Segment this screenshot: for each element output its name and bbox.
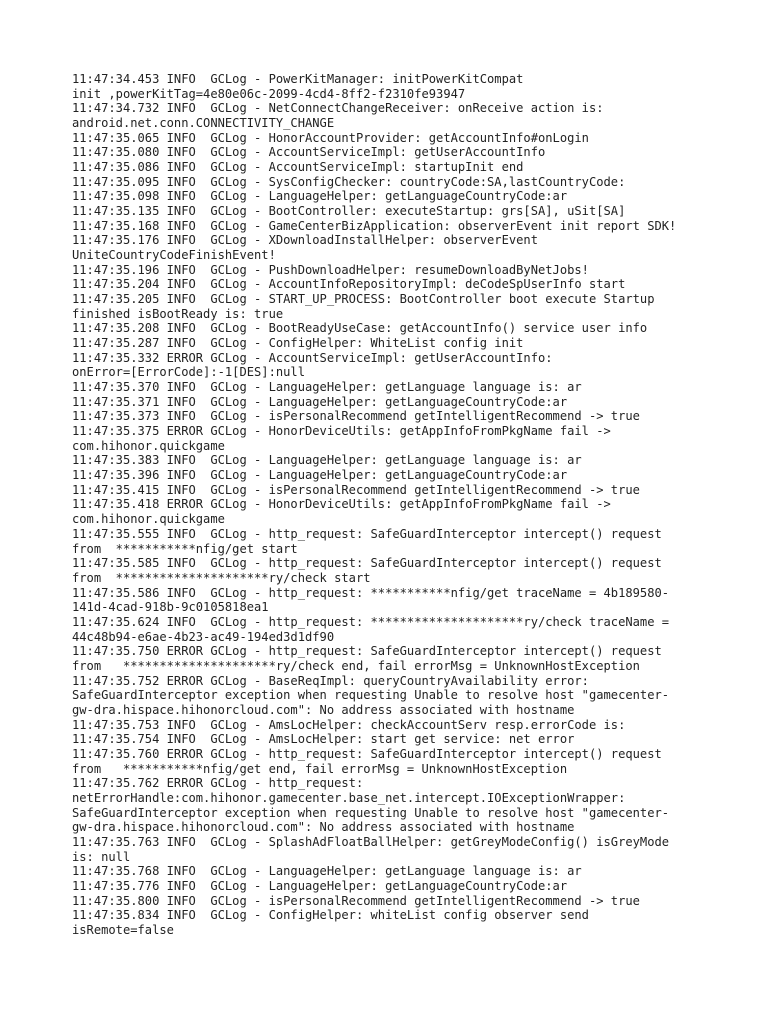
log-line: from *********************ry/check start: [72, 570, 371, 585]
log-line: isRemote=false: [72, 922, 174, 937]
log-line: 11:47:35.763 INFO GCLog - SplashAdFloatBallHelper: getGreyModeConfig() isGreyMode: [72, 834, 670, 849]
log-line: 11:47:35.095 INFO GCLog - SysConfigChecker: countryCode:SA,lastCountryCode:: [72, 174, 626, 189]
log-line: 11:47:35.762 ERROR GCLog - http_request:: [72, 776, 364, 791]
log-line: is: null: [72, 849, 131, 864]
log-line: gw-dra.hispace.hihonorcloud.com": No address associated with hostname: [72, 820, 575, 835]
log-line: 11:47:35.383 INFO GCLog - LanguageHelper: getLanguage language is: ar: [72, 453, 582, 468]
log-line: com.hihonor.quickgame: [72, 438, 225, 453]
log-line: 11:47:35.098 INFO GCLog - LanguageHelper: getLanguageCountryCode:ar: [72, 189, 568, 204]
log-line: 11:47:35.752 ERROR GCLog - BaseReqImpl: queryCountryAvailability error:: [72, 673, 589, 688]
log-line: 11:47:35.196 INFO GCLog - PushDownloadHelper: resumeDownloadByNetJobs!: [72, 262, 589, 277]
log-line: 11:47:35.375 ERROR GCLog - HonorDeviceUtils: getAppInfoFromPkgName fail ->: [72, 424, 611, 439]
log-line: 11:47:34.732 INFO GCLog - NetConnectChangeReceiver: onReceive action is:: [72, 101, 604, 116]
log-line: 11:47:35.586 INFO GCLog - http_request: ***********nfig/get traceName = 4b189580-: [72, 585, 670, 600]
log-line: 11:47:35.760 ERROR GCLog - http_request: SafeGuardInterceptor intercept() request: [72, 746, 662, 761]
log-line: 11:47:35.208 INFO GCLog - BootReadyUseCase: getAccountInfo() service user info: [72, 321, 648, 336]
log-line: 11:47:35.204 INFO GCLog - AccountInfoRepositoryImpl: deCodeSpUserInfo start: [72, 277, 626, 292]
log-line: com.hihonor.quickgame: [72, 512, 225, 527]
log-line: 44c48b94-e6ae-4b23-ac49-194ed3d1df90: [72, 629, 335, 644]
log-line: 11:47:35.065 INFO GCLog - HonorAccountProvider: getAccountInfo#onLogin: [72, 130, 589, 145]
log-line: init ,powerKitTag=4e80e06c-2099-4cd4-8ff2-f2310fe93947: [72, 86, 466, 101]
log-line: 11:47:35.624 INFO GCLog - http_request: *********************ry/check traceName =: [72, 614, 670, 629]
log-line: 11:47:35.371 INFO GCLog - LanguageHelper: getLanguageCountryCode:ar: [72, 394, 568, 409]
log-line: gw-dra.hispace.hihonorcloud.com": No address associated with hostname: [72, 702, 575, 717]
log-text-block: [72, 72, 702, 938]
log-line: 11:47:35.768 INFO GCLog - LanguageHelper: getLanguage language is: ar: [72, 864, 582, 879]
log-line: netErrorHandle:com.hihonor.gamecenter.base_net.intercept.IOExceptionWrapper:: [72, 790, 626, 805]
log-line: from *********************ry/check end, fail errorMsg = UnknownHostException: [72, 658, 640, 673]
log-line: SafeGuardInterceptor exception when requesting Unable to resolve host "gamecenter-: [72, 805, 670, 820]
log-line: android.net.conn.CONNECTIVITY_CHANGE: [72, 116, 335, 131]
log-line: 11:47:35.418 ERROR GCLog - HonorDeviceUtils: getAppInfoFromPkgName fail ->: [72, 497, 611, 512]
log-line: 11:47:35.370 INFO GCLog - LanguageHelper: getLanguage language is: ar: [72, 380, 582, 395]
log-line: 11:47:35.800 INFO GCLog - isPersonalRecommend getIntelligentRecommend -> true: [72, 893, 640, 908]
log-line: 11:47:35.585 INFO GCLog - http_request: SafeGuardInterceptor intercept() request: [72, 556, 662, 571]
log-line: 11:47:35.750 ERROR GCLog - http_request: SafeGuardInterceptor intercept() request: [72, 644, 662, 659]
log-line: 11:47:35.080 INFO GCLog - AccountServiceImpl: getUserAccountInfo: [72, 145, 546, 160]
log-line: 11:47:35.373 INFO GCLog - isPersonalRecommend getIntelligentRecommend -> true: [72, 409, 640, 424]
log-line: 11:47:35.205 INFO GCLog - START_UP_PROCESS: BootController boot execute Startup: [72, 292, 655, 307]
log-line: 11:47:35.176 INFO GCLog - XDownloadInstallHelper: observerEvent: [72, 233, 538, 248]
log-line: from ***********nfig/get end, fail errorMsg = UnknownHostException: [72, 761, 568, 776]
log-line: 11:47:35.753 INFO GCLog - AmsLocHelper: checkAccountServ resp.errorCode is:: [72, 717, 626, 732]
log-line: 11:47:35.834 INFO GCLog - ConfigHelper: whiteList config observer send: [72, 908, 589, 923]
log-line: 11:47:35.396 INFO GCLog - LanguageHelper: getLanguageCountryCode:ar: [72, 468, 568, 483]
log-line: onError=[ErrorCode]:-1[DES]:null: [72, 365, 305, 380]
log-line: 11:47:35.555 INFO GCLog - http_request: SafeGuardInterceptor intercept() request: [72, 526, 662, 541]
log-line: 11:47:35.287 INFO GCLog - ConfigHelper: WhiteList config init: [72, 336, 524, 351]
log-line: 11:47:34.453 INFO GCLog - PowerKitManager: initPowerKitCompat: [72, 72, 524, 86]
log-line: finished isBootReady is: true: [72, 306, 284, 321]
log-line: 11:47:35.086 INFO GCLog - AccountServiceImpl: startupInit end: [72, 160, 524, 175]
log-line: UniteCountryCodeFinishEvent!: [72, 248, 276, 263]
log-line: from ***********nfig/get start: [72, 541, 298, 556]
log-line: 11:47:35.415 INFO GCLog - isPersonalRecommend getIntelligentRecommend -> true: [72, 482, 640, 497]
log-line: 11:47:35.332 ERROR GCLog - AccountServiceImpl: getUserAccountInfo:: [72, 350, 553, 365]
log-line: 11:47:35.754 INFO GCLog - AmsLocHelper: start get service: net error: [72, 732, 575, 747]
log-line: 11:47:35.135 INFO GCLog - BootController: executeStartup: grs[SA], uSit[SA]: [72, 204, 626, 219]
log-line: 141d-4cad-918b-9c0105818ea1: [72, 600, 269, 615]
log-line: 11:47:35.776 INFO GCLog - LanguageHelper: getLanguageCountryCode:ar: [72, 878, 568, 893]
log-line: 11:47:35.168 INFO GCLog - GameCenterBizApplication: observerEvent init report SDK!: [72, 218, 677, 233]
log-line: SafeGuardInterceptor exception when requesting Unable to resolve host "gamecenter-: [72, 688, 670, 703]
